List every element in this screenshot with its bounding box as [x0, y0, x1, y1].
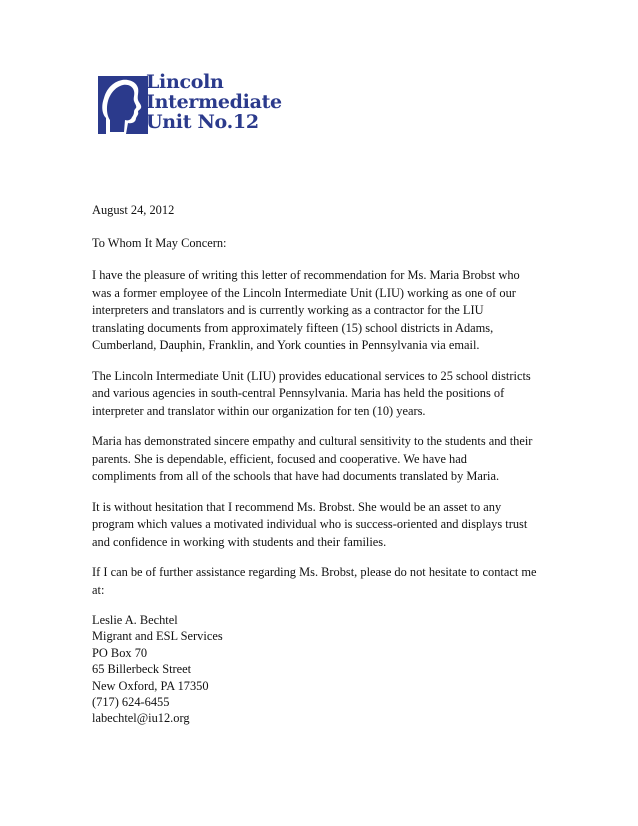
signer-street: 65 Billerbeck Street — [92, 662, 192, 677]
logo-line-3: Unit No.12 — [146, 111, 259, 133]
lincoln-iu12-logo — [92, 66, 282, 138]
letter-paragraph-2: The Lincoln Intermediate Unit (LIU) provides educational services to 25 school districts and various agencies in south-central Pennsylvania. Maria has held the positions of interpreter and translator within our organization for ten (10) years. — [92, 368, 531, 418]
letter-body — [92, 202, 552, 727]
letter-paragraph-5: If I can be of further assistance regarding Ms. Brobst, please do not hesitate to contact me at: — [92, 565, 537, 597]
signer-city: New Oxford, PA 17350 — [92, 678, 209, 693]
signer-po-box: PO Box 70 — [92, 645, 148, 660]
letter-paragraph-3: Maria has demonstrated sincere empathy and cultural sensitivity to the students and their parents. She is dependable, efficient, focused and cooperative. We have had compliments from all of the schools that have had documents translated by Maria. — [92, 434, 533, 483]
logo-line-1: Lincoln — [146, 71, 224, 93]
letter-date: August 24, 2012 — [92, 203, 175, 217]
logo-line-2: Intermediate — [146, 91, 282, 113]
letter-paragraph-4: It is without hesitation that I recommend Ms. Brobst. She would be an asset to any program which values a motivated individual who is success-oriented and displays trust and confidence in working with students and their families. — [92, 499, 528, 549]
signer-email: labechtel@iu12.org — [92, 711, 190, 726]
signature-block — [92, 612, 552, 727]
signer-department: Migrant and ESL Services — [92, 629, 223, 644]
letter-salutation: To Whom It May Concern: — [92, 235, 227, 250]
signer-phone: (717) 624-6455 — [92, 695, 170, 710]
logo-wordmark — [146, 72, 282, 132]
letter-paragraph-1: I have the pleasure of writing this letter of recommendation for Ms. Maria Brobst who was a former employee of the Lincoln Intermediate Unit (LIU) working as one of our interpreters and translators and is currently working as a contractor for the LIU translating documents from approximately fifteen (15) school districts in Adams, Cumberland, Dauphin, Franklin, and York counties in Pennsylvania via email. — [92, 268, 520, 352]
lincoln-silhouette-icon — [92, 66, 150, 138]
signer-name: Leslie A. Bechtel — [92, 613, 178, 627]
